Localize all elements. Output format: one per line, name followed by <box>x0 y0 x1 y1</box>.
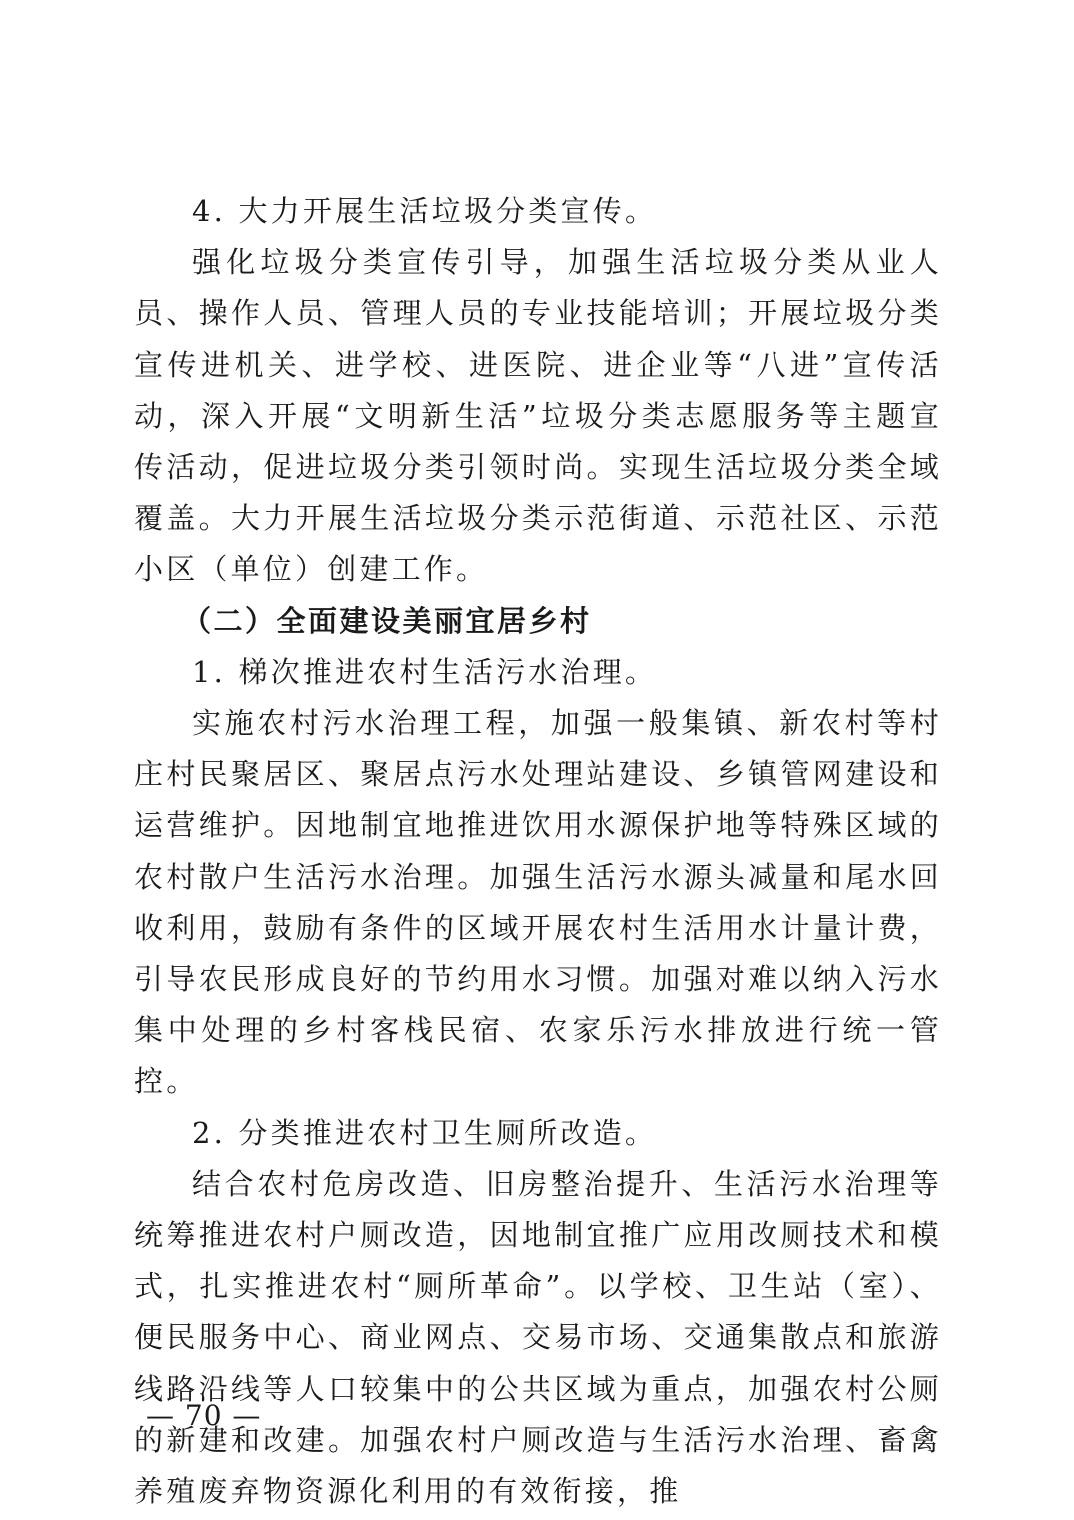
page-number: — 70 — <box>146 1399 262 1432</box>
list-item-toilet: 2. 分类推进农村卫生厕所改造。 <box>192 1115 658 1150</box>
list-item-garbage-sorting: 4. 大力开展生活垃圾分类宣传。 <box>192 194 658 228</box>
document-body <box>134 186 942 1517</box>
paragraph-sewage: 实施农村污水治理工程，加强一般集镇、新农村等村庄村民聚居区、聚居点污水处理站建设、乡镇管网建设和运营维护。因地制宜地推进饮用水源保护地等特殊区域的农村散户生活污水治理。加强生活污水源头减量和尾水回收利用，鼓励有条件的区域开展农村生活用水计量计费，引导农民形成良好的节约用水习惯。加强对难以纳入污水集中处理的乡村客栈民宿、农家乐污水排放进行统一管控。 <box>134 706 942 1099</box>
paragraph-garbage-sorting: 强化垃圾分类宣传引导，加强生活垃圾分类从业人员、操作人员、管理人员的专业技能培训；开展垃圾分类宣传进机关、进学校、进医院、进企业等“八进”宣传活动，深入开展“文明新生活”垃圾分类志愿服务等主题宣传活动，促进垃圾分类引领时尚。实现生活垃圾分类全域覆盖。大力开展生活垃圾分类示范街道、示范社区、示范小区（单位）创建工作。 <box>134 245 942 587</box>
paragraph-toilet: 结合农村危房改造、旧房整治提升、生活污水治理等统筹推进农村户厕改造，因地制宜推广应用改厕技术和模式，扎实推进农村“厕所革命”。以学校、卫生站（室）、便民服务中心、商业网点、交易市场、交通集散点和旅游线路沿线等人口较集中的公共区域为重点，加强农村公厕的新建和改建。加强农村户厕改造与生活污水治理、畜禽养殖废弃物资源化利用的有效衔接，推 <box>134 1166 942 1509</box>
list-item-sewage: 1. 梯次推进农村生活污水治理。 <box>192 654 658 689</box>
section-heading-rural: （二）全面建设美丽宜居乡村 <box>182 603 592 638</box>
